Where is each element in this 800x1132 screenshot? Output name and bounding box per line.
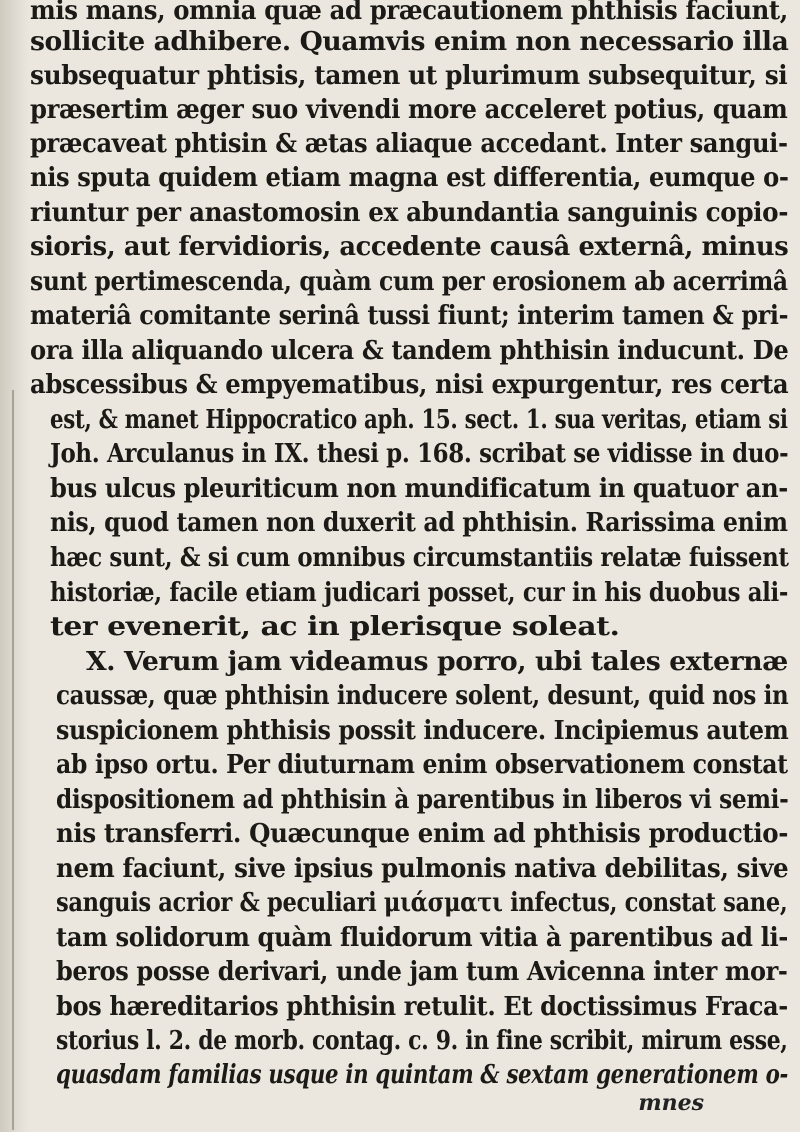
text-line: beros posse derivari, unde jam tum Avicenna inter mor- [56,957,788,987]
text-line: ora illa aliquando ulcera & tandem phthisin inducunt. De [30,336,789,366]
text-line: nis transferri. Quæcunque enim ad phthisis productio- [56,819,788,849]
text-line: sunt pertimescenda, quàm cum per erosionem ab acerrimâ [30,267,788,297]
section-heading-line: X. Verum jam videamus porro, ubi tales externæ [86,647,788,677]
text-line: subsequatur phtisis, tamen ut plurimum subsequitur, si [30,61,788,91]
text-line: caussæ, quæ phthisin inducere solent, desunt, quid nos in [56,681,789,711]
text-line: riuntur per anastomosin ex abundantia sanguinis copio- [30,198,789,228]
text-line: sioris, aut fervidioris, accedente causâ externâ, minus [30,232,789,262]
binding-edge-mark [12,390,14,1130]
text-line: est, & manet Hippocratico aph. 15. sect. 1. sua veritas, etiam si [50,405,788,435]
text-line: abscessibus & empyematibus, nisi expurgentur, res certa [30,370,789,400]
text-line: ab ipso ortu. Per diuturnam enim observationem constat [56,750,788,780]
text-line: dispositionem ad phthisin à parentibus in liberos vi semi- [56,785,789,815]
catchword: mnes [638,1090,704,1116]
text-line: præcaveat phtisin & ætas aliaque accedant. Inter sangui- [30,129,788,159]
text-line: materiâ comitante serinâ tussi fiunt; interim tamen & pri- [30,301,789,331]
text-line: bus ulcus pleuriticum non mundificatum in quatuor an- [50,474,788,504]
text-line: historiæ, facile etiam judicari posset, cur in his duobus ali- [50,578,788,608]
text-line: nis, quod tamen non duxerit ad phthisin. Rarissima enim [50,508,788,538]
text-line: præsertim æger suo vivendi more acceleret potius, quam [30,95,788,125]
text-line: nis sputa quidem etiam magna est differentia, eumque o- [30,163,789,193]
binding-gutter-shadow [0,0,30,1132]
text-line: suspicionem phthisis possit inducere. Incipiemus autem [56,716,789,746]
text-line: ter evenerit, ac in plerisque soleat. [50,612,620,642]
text-line: mis mans, omnia quæ ad præcautionem phthisis faciunt, [30,0,788,26]
text-line: sanguis acrior & peculiari μιάσματι infectus, constat sane, [56,888,788,918]
text-line: hæc sunt, & si cum omnibus circumstantiis relatæ fuissent [50,543,789,573]
text-line: nem faciunt, sive ipsius pulmonis nativa debilitas, sive [56,854,789,884]
text-line: quasdam familias usque in quintam & sextam generationem o- [56,1060,789,1090]
text-line: sollicite adhibere. Quamvis enim non necessario illa [30,27,789,57]
text-line: Joh. Arculanus in IX. thesi p. 168. scribat se vidisse in duo- [50,439,789,469]
text-line: tam solidorum quàm fluidorum vitia à parentibus ad li- [56,923,788,953]
text-line: storius l. 2. de morb. contag. c. 9. in fine scribit, mirum esse, [56,1026,788,1056]
text-line: bos hæreditarios phthisin retulit. Et doctissimus Fraca- [56,992,788,1022]
